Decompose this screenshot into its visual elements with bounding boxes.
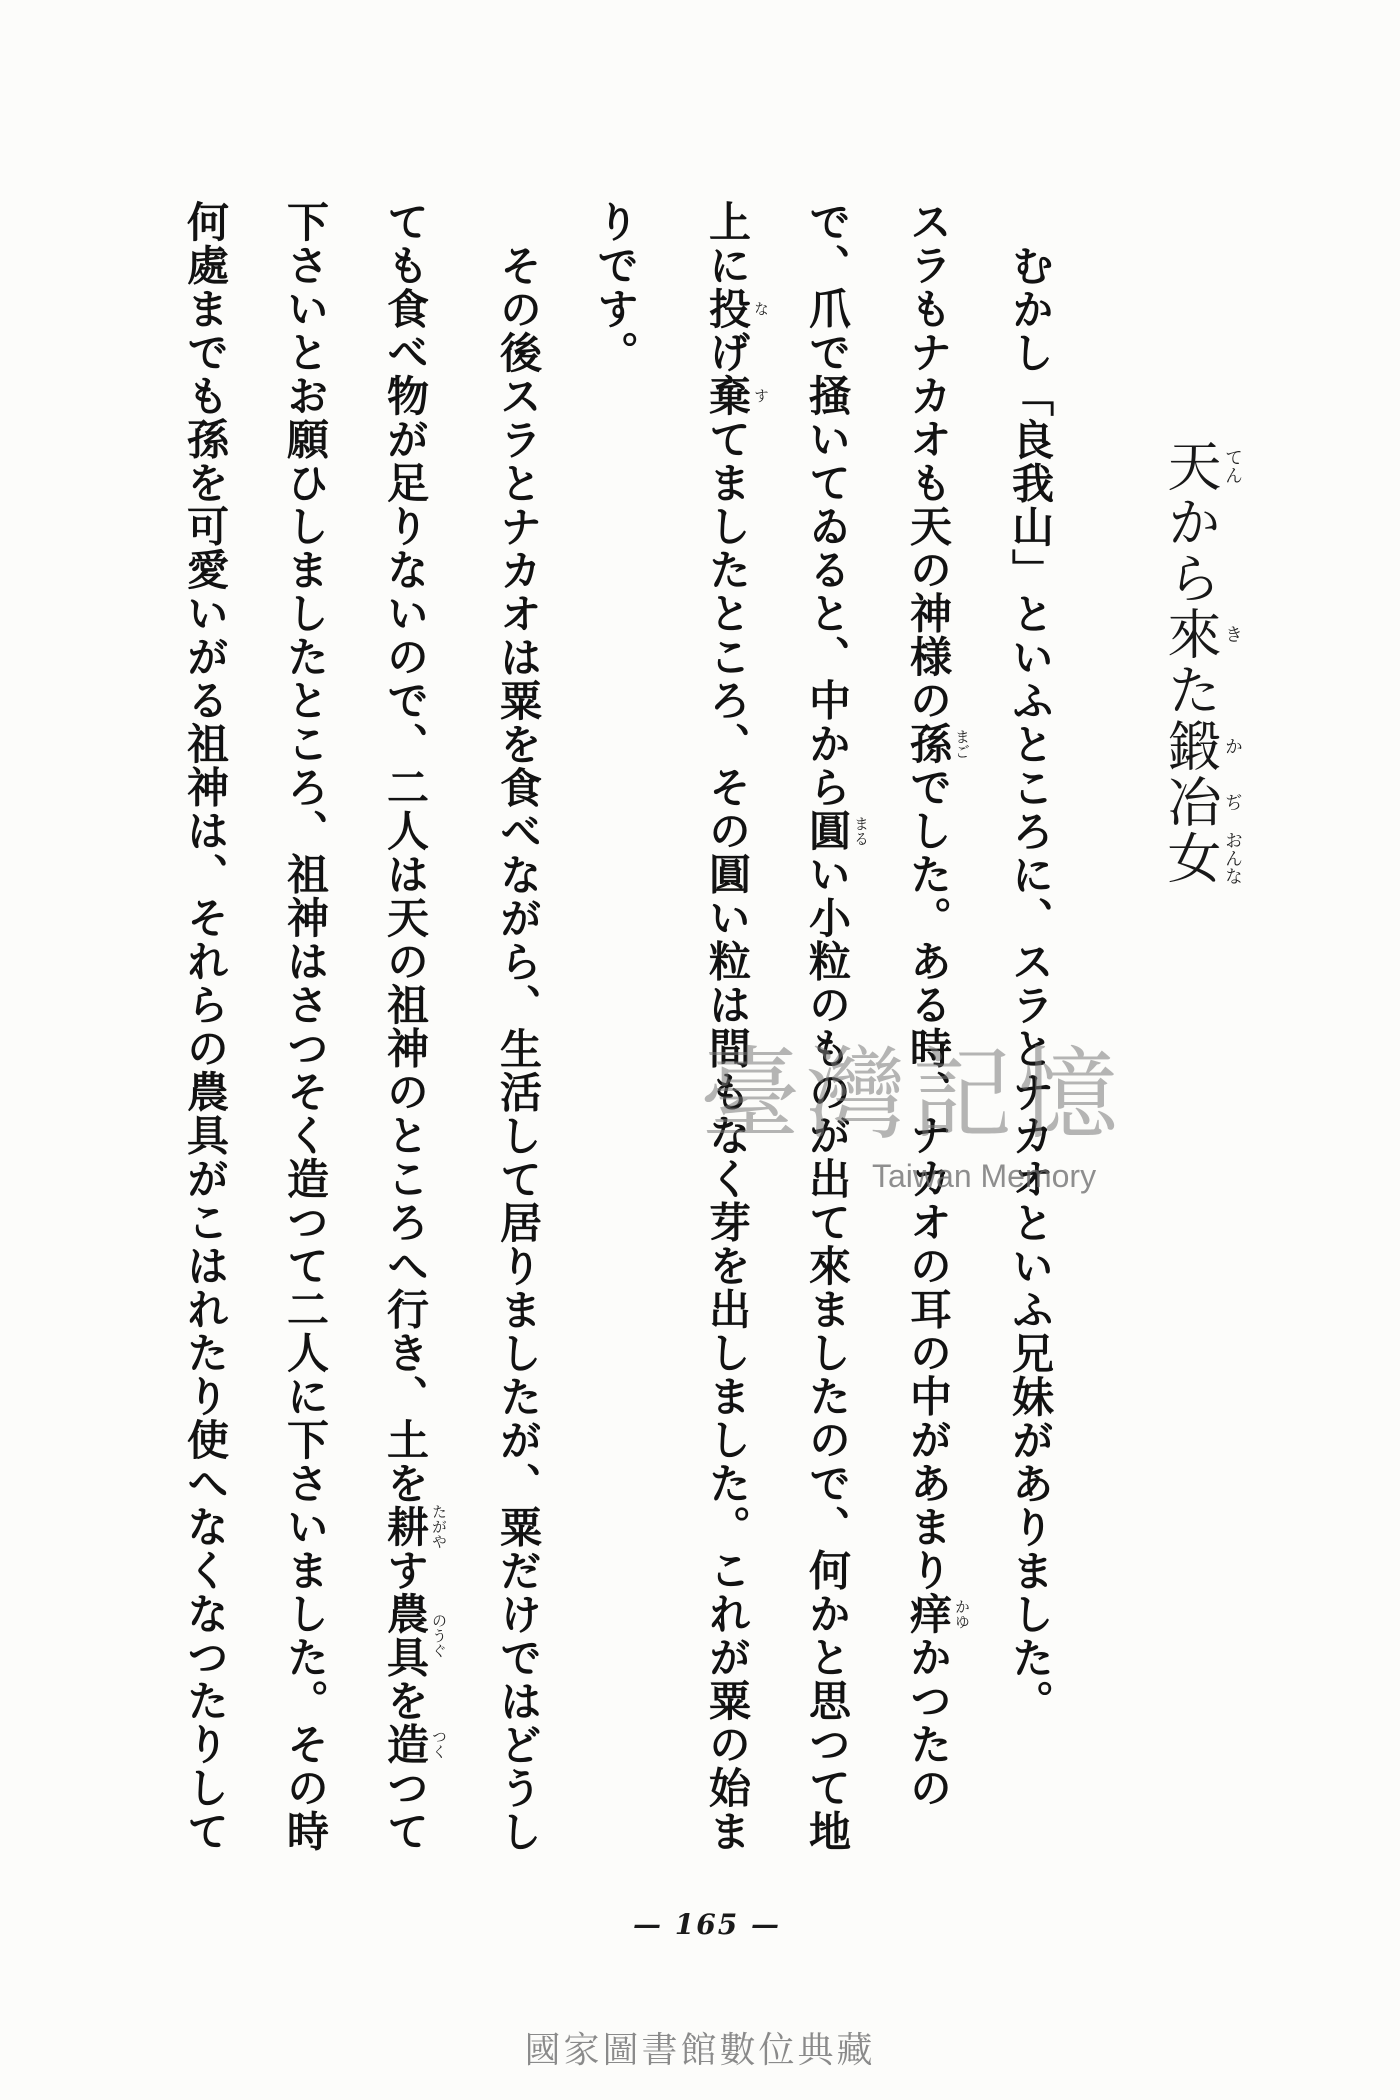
furigana: かゆ <box>953 1598 971 1629</box>
ruby-base: 冶 <box>1159 774 1222 830</box>
ruby-base: 鍛 <box>1159 718 1222 774</box>
text-column-6 <box>490 244 546 1854</box>
text-column-4 <box>699 200 755 1853</box>
furigana: か <box>1222 737 1243 755</box>
watermark-text: 臺灣記憶 <box>700 1036 1124 1153</box>
text-segment: でした。ある時、ナカオの耳の中があまり <box>904 765 953 1592</box>
text-segment: を <box>381 1679 430 1723</box>
furigana: まる <box>852 815 870 846</box>
furigana: おんな <box>1222 831 1243 885</box>
text-segment: スラもナカオも天の神様の <box>904 200 953 722</box>
furigana: ぢ <box>1222 793 1243 811</box>
text-segment: で、爪で掻いてゐると、中から <box>803 200 852 809</box>
ruby-base: 耕 <box>381 1505 430 1549</box>
furigana: てん <box>1222 448 1243 484</box>
ruby-base: 女 <box>1159 830 1222 886</box>
ruby-base: 投 <box>703 287 752 331</box>
story-title <box>1155 438 1225 908</box>
ruby-base: 農具 <box>381 1592 430 1679</box>
text-segment: 下さいとお願ひしましたところ、祖神はさつそく造つて二人に下さいました。その時 <box>281 200 330 1853</box>
text-segment: ても食べ物が足りないので、二人は天の祖神のところへ行き、土を <box>381 200 430 1505</box>
furigana: き <box>1222 625 1243 643</box>
text-segment: むかし「良我山」といふところに、スラとナカオといふ兄妹がありました。 <box>1006 244 1055 1723</box>
ruby-base: 痒 <box>904 1592 953 1636</box>
furigana: す <box>752 388 770 404</box>
text-segment: かつたの <box>904 1635 953 1810</box>
text-column-7 <box>377 200 433 1853</box>
ruby-base: 來 <box>1159 606 1222 662</box>
footer-collection-label: 國家圖書館數位典藏 <box>524 2030 876 2071</box>
text-segment: す <box>381 1548 430 1592</box>
text-column-3 <box>799 200 855 1853</box>
text-column-8 <box>277 200 333 1853</box>
text-column-2 <box>900 200 956 1810</box>
ruby-base: 天 <box>1159 438 1222 494</box>
text-segment: つて <box>381 1766 430 1853</box>
ruby-base: 圓 <box>803 809 852 853</box>
text-segment: 何處までも孫を可愛いがる祖神は、それらの農具がこはれたり使へなくなつたりして <box>181 200 230 1853</box>
text-segment: た <box>1159 662 1222 718</box>
watermark-subtitle: Taiwan Memory <box>872 1158 1097 1194</box>
furigana: まご <box>953 728 971 759</box>
text-segment: りです。 <box>591 200 640 374</box>
furigana: のうぐ <box>430 1613 448 1658</box>
text-column-9 <box>177 200 233 1853</box>
furigana: たがや <box>430 1504 448 1550</box>
ruby-base: 孫 <box>904 722 953 766</box>
text-segment: 上に <box>703 200 752 287</box>
text-segment: げ <box>703 330 752 374</box>
furigana: な <box>752 301 770 317</box>
furigana: つく <box>430 1729 448 1760</box>
ruby-base: 棄 <box>703 374 752 418</box>
text-segment: その後スラとナカオは粟を食べながら、生活して居りましたが、粟だけではどうし <box>494 244 543 1854</box>
text-column-5 <box>587 200 643 374</box>
text-segment: から <box>1159 494 1222 606</box>
page-number: — 165 — <box>633 1908 781 1941</box>
text-column-1 <box>1002 244 1058 1723</box>
ruby-base: 造 <box>381 1722 430 1766</box>
text-segment: てましたところ、その圓い粒は間もなく芽を出しました。これが粟の始ま <box>703 417 752 1853</box>
text-segment: い小粒のものが出て來ましたので、何かと思つて地 <box>803 852 852 1853</box>
